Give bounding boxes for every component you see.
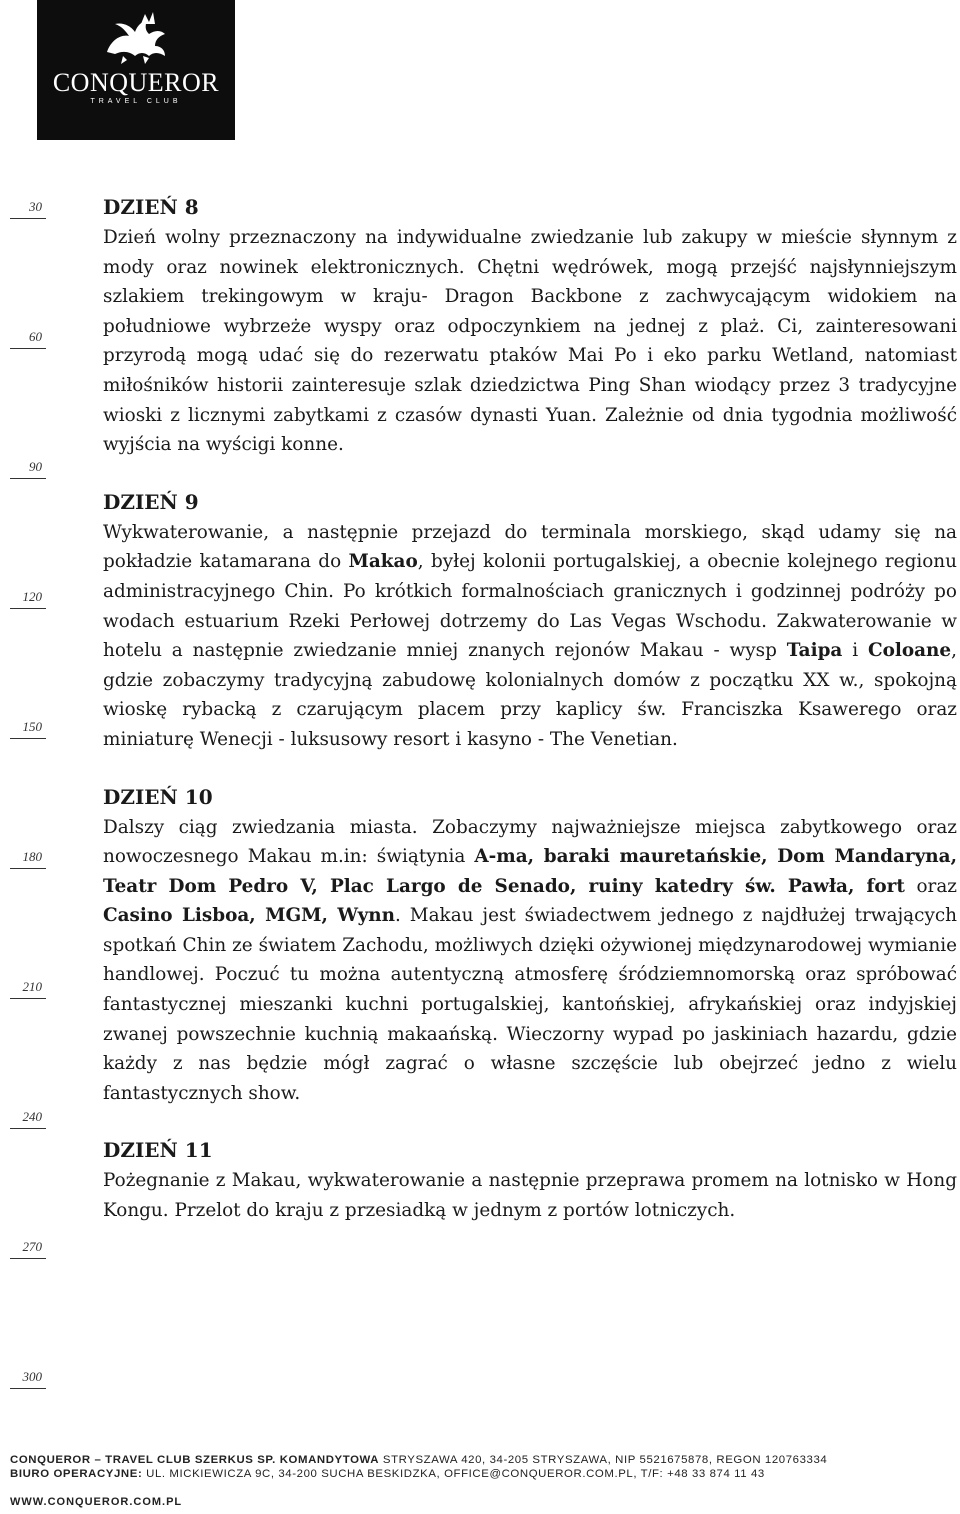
footer-office-details: UL. MICKIEWICZA 9C, 34-200 SUCHA BESKIDZKA, OFFICE@CONQUEROR.COM.PL, T/F: +48 33 874 11 43 [142,1468,765,1480]
ruler-mark [10,586,46,609]
footer-office-line [10,1468,950,1480]
footer-company-line [10,1454,950,1466]
company-logo [37,0,235,140]
description-text: oraz [904,875,957,897]
footer-office-label: BIURO OPERACYJNE: [10,1468,143,1480]
highlighted-place: Coloane [867,640,952,662]
ruler-mark [10,1106,46,1129]
highlighted-place: A-ma, baraki mauretańskie, Dom Mandaryna, Teatr Dom Pedro V, Plac Largo de Senado, ruiny katedry św. Pawła, fort [103,846,957,897]
ruler-mark [10,1366,46,1389]
ruler-mark [10,456,46,479]
ruler-mark [10,716,46,739]
ruler-label: 90 [29,459,42,474]
highlighted-place: Taipa [786,640,843,662]
day-description [103,813,957,1109]
ruler-label: 270 [22,1239,42,1254]
ruler-mark [10,846,46,869]
griffin-emblem-icon [37,0,235,70]
ruler-label: 30 [29,199,42,214]
ruler-label: 210 [22,979,42,994]
ruler-label: 300 [22,1369,42,1384]
ruler-mark [10,196,46,219]
ruler-label: 120 [22,589,42,604]
ruler-label: 60 [29,329,42,344]
day-title: DZIEŃ 10 [103,784,213,809]
logo-wordmark: CONQUEROR [52,68,220,97]
day-title: DZIEŃ 9 [103,489,199,514]
itinerary-content [103,192,957,1253]
day-description [103,223,957,460]
description-text: Dzień wolny przeznaczony na indywidualne zwiedzanie lub zakupy w mieście słynnym z mody oraz nowinek elektronicznych. Chętni wędrówek, mogą przejść najsłynniejszym szlakiem trekingowym w kraju- Dragon Backbone z zachwycającym widokiem na południowe wybrzeże wyspy oraz odpoczynkiem na jednej z plaż. Ci, zainteresowani przyrodą mogą udać się do rezerwatu ptaków Mai Po i eko parku Wetland, natomiast miłośników historii zainteresuje szlak dziedzictwa Ping Shan wiodący przez 3 tradycyjne wioski z licznymi zabytkami z czasów dynasti Yuan. Zależnie od dnia tygodnia możliwość wyjścia na wyścigi konne. [103,227,957,456]
ruler-mark [10,1236,46,1259]
day-title: DZIEŃ 11 [103,1138,213,1163]
ruler-label: 150 [22,719,42,734]
ruler-label: 240 [22,1109,42,1124]
day-section [103,192,957,460]
description-text: Wykwaterowanie, a następnie przejazd do terminala morskiego, skąd udamy się na pokładzie katamarana do [103,521,957,573]
highlighted-place: Makao [348,551,418,573]
logo-tagline: TRAVEL CLUB [90,98,182,105]
day-description [103,1166,957,1225]
day-section [103,1135,957,1225]
day-description [103,518,957,755]
description-text: , byłej kolonii portugalskiej, a obecnie kolejnego regionu administracyjnego Chin. Po krótkich formalnościach granicznych i godzinnej podróży po wodach estuarium Rzeki Perłowej dotrzemy do Las Vegas Wschodu. Zakwaterowanie w hotelu a następnie zwiedzanie mniej znanych rejonów Makau - wysp [103,551,957,662]
description-text: , gdzie zobaczymy tradycyjną zabudowę kolonialnych domów z początku XX w., spokojną wioskę rybacką z czarującym placem przy kaplicy św. Franciszka Ksawerego oraz miniaturę Wenecji - luksusowy resort i kasyno - The Venetian. [103,640,957,750]
footer-website-link[interactable]: WWW.CONQUEROR.COM.PL [10,1496,183,1508]
description-text: i [842,640,868,662]
day-title: DZIEŃ 8 [103,195,199,219]
highlighted-place: Casino Lisboa, MGM, Wynn [103,905,396,927]
day-section [103,487,957,755]
description-text: Pożegnanie z Makau, wykwaterowanie a następnie przeprawa promem na lotnisko w Hong Kongu. Przelot do kraju z przesiadką w jednym z portów lotniczych. [103,1170,957,1222]
ruler-mark [10,976,46,999]
footer-company-name: CONQUEROR – TRAVEL CLUB SZERKUS SP. KOMANDYTOWA [10,1454,380,1466]
day-section [103,782,957,1109]
ruler-mark [10,326,46,349]
footer-company-details: STRYSZAWA 420, 34-205 STRYSZAWA, NIP 5521675878, REGON 120763334 [379,1454,828,1466]
description-text: Dalszy ciąg zwiedzania miasta. Zobaczymy najważniejsze miejsca zabytkowego oraz nowoczesnego Makau m.in: świątynia [103,816,957,868]
ruler-label: 180 [22,849,42,864]
description-text: . Makau jest świadectwem jednego z najdłużej trwających spotkań Chin ze światem Zachodu, możliwych dzięki ożywionej międzynarodowej wymianie handlowej. Poczuć tu można autentyczną atmosferę śródziemnomorską oraz spróbować fantastycznej mieszanki kuchni portugalskiej, kantońskiej, afrykańskiej oraz indyjskiej zwanej powszechnie kuchnią makaańską. Wieczorny wypad po jaskiniach hazardu, gdzie każdy z nas będzie mógł zagrać o własne szczęście lub obejrzeć jedno z wielu fantastycznych show. [103,905,957,1104]
